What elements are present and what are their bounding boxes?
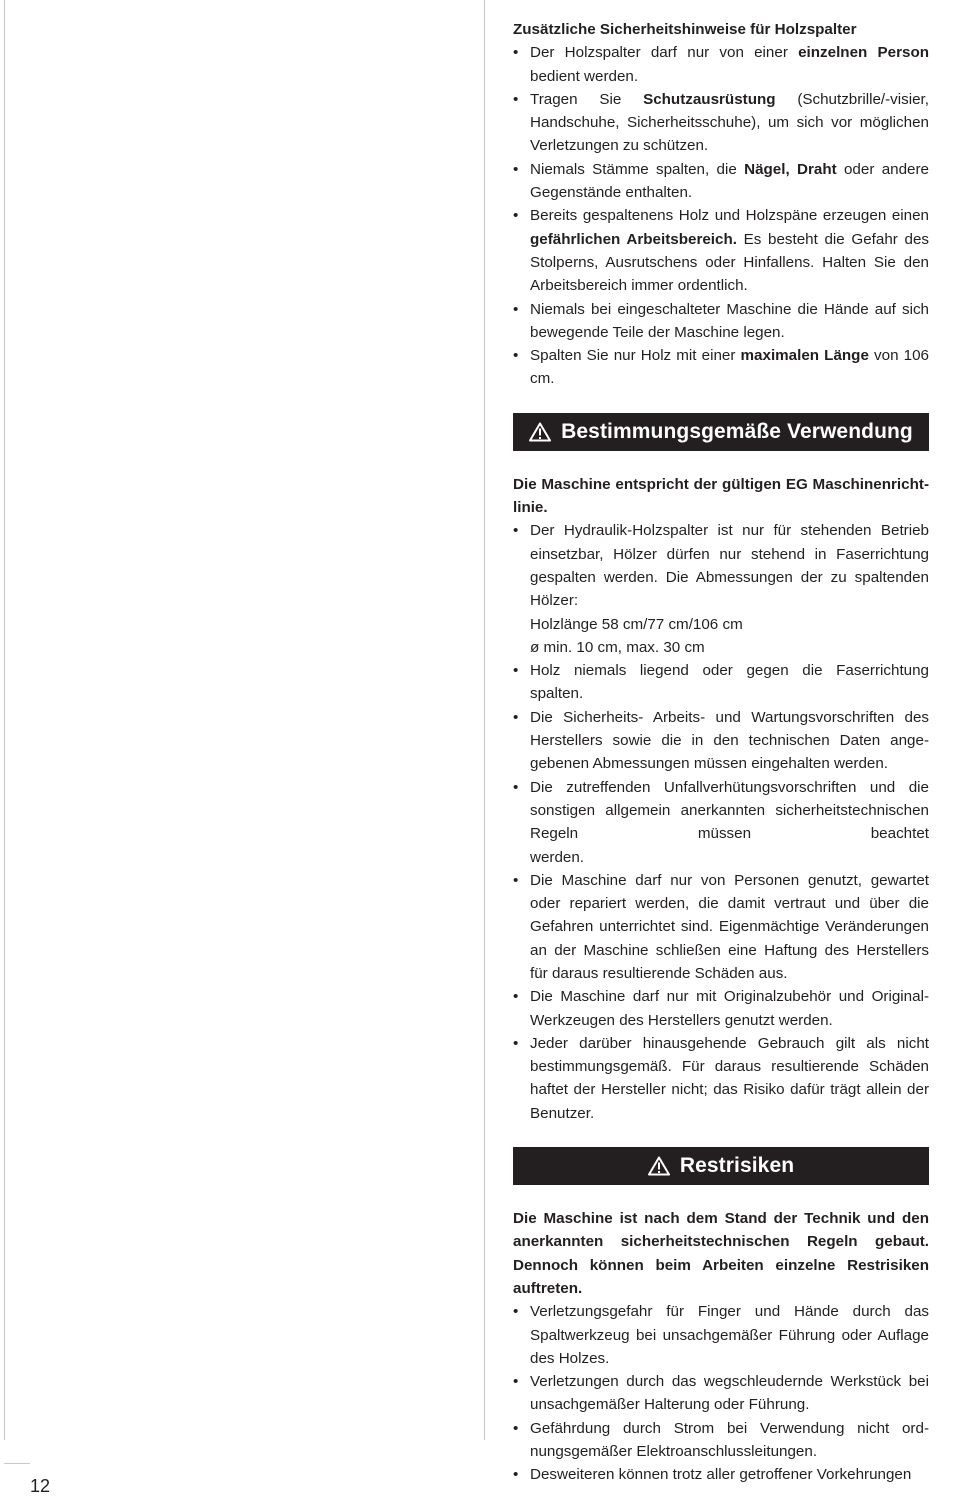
bullet-icon: • <box>513 207 519 225</box>
center-frame-line <box>484 0 485 1440</box>
wood-diameter-spec: ø min. 10 cm, max. 30 cm <box>530 638 705 656</box>
bullet-icon: • <box>513 1373 519 1391</box>
list-item: • Tragen Sie Schutzausrüstung (Schutzbrille/-visier, Handschuhe, Sicherheitsschuhe), um sich vor möglichen Verletzungen zu schützen. <box>513 88 929 158</box>
bullet-icon: • <box>513 300 519 318</box>
list-item: • Jeder darüber hinausgehende Gebrauch gilt als nicht bestimmungsgemäß. Für daraus resultierende Schäden haftet der Hersteller nicht; das Risiko dafür trägt allein der Benutzer. <box>513 1032 929 1125</box>
bullet-icon: • <box>513 44 519 62</box>
banner-title: Restrisiken <box>679 1154 795 1178</box>
section-heading-safety: Zusätzliche Sicherheitshinweise für Holzspalter <box>513 21 857 38</box>
bottom-frame-line <box>4 1463 30 1464</box>
bullet-icon: • <box>513 90 519 108</box>
bullet-icon: • <box>513 871 519 889</box>
bullet-icon: • <box>513 988 519 1006</box>
bullet-icon: • <box>513 522 519 540</box>
list-item: • Desweiteren können trotz aller getroffener Vorkehrungen <box>513 1463 929 1486</box>
list-item: • Die Maschine darf nur mit Originalzubehör und Original-Werkzeugen des Herstellers genutzt werden. <box>513 985 929 1032</box>
list-item: • Die Sicherheits- Arbeits- und Wartungsvorschriften des Herstellers sowie die in den technischen Daten angegebenen Abmessungen müssen eingehalten werden. <box>513 706 929 776</box>
list-item: • Der Holzspalter darf nur von einer einzelnen Person bedient werden. <box>513 41 929 88</box>
list-item: • Die zutreffenden Unfallverhütungsvorschriften und die sonstigen allgemein anerkannten sicherheitstechnischen Regeln müssen beachtet werden. <box>513 776 929 869</box>
intended-use-intro: Die Maschine entspricht der gültigen EG Maschinenrichtlinie. <box>513 475 929 517</box>
bullet-icon: • <box>513 778 519 796</box>
bullet-icon: • <box>513 708 519 726</box>
banner-title: Bestimmungsgemäße Verwendung <box>561 419 913 443</box>
list-item: • Niemals bei eingeschalteter Maschine die Hände auf sich bewegende Teile der Maschine legen. <box>513 298 929 345</box>
warning-triangle-icon <box>648 1156 670 1176</box>
text-column <box>513 18 929 1487</box>
list-item: • Verletzungsgefahr für Finger und Hände durch das Spaltwerkzeug bei unsachgemäßer Führung oder Auflage des Holzes. <box>513 1300 929 1370</box>
list-item: • Bereits gespaltenens Holz und Holzspäne erzeugen einen gefährlichen Arbeitsbereich. Es besteht die Gefahr des Stolperns, Ausrutschens oder Hinfallens. Halten Sie den Arbeitsbereich immer ordentlich. <box>513 204 929 297</box>
bullet-icon: • <box>513 1466 519 1484</box>
residual-risks-list <box>513 1300 929 1486</box>
list-item: • Der Hydraulik-Holzspalter ist nur für stehenden Betrieb einsetzbar, Hölzer dürfen nur stehend in Faserrichtung gespalten werden. Die Abmessungen der zu spaltenden Hölzer: Holzlänge 58 cm/77 cm/106 cm ø min. 10 cm, max. 30 cm <box>513 519 929 659</box>
list-item: • Holz niemals liegend oder gegen die Faserrichtung spalten. <box>513 659 929 706</box>
warning-triangle-icon <box>529 422 551 442</box>
residual-risks-intro: Die Maschine ist nach dem Stand der Technik und den anerkannten sicherheitstechnischen Regeln gebaut. Dennoch können beim Arbeiten einzelne Restrisiken auftreten. <box>513 1210 929 1297</box>
list-item: • Niemals Stämme spalten, die Nägel, Draht oder andere Gegenstände enthalten. <box>513 158 929 205</box>
list-item: • Spalten Sie nur Holz mit einer maximalen Länge von 106 cm. <box>513 344 929 391</box>
bullet-icon: • <box>513 1034 519 1052</box>
bullet-icon: • <box>513 347 519 365</box>
wood-length-spec: Holzlänge 58 cm/77 cm/106 cm <box>530 615 743 633</box>
banner-intended-use <box>513 413 929 451</box>
bullet-icon: • <box>513 1303 519 1321</box>
bullet-icon: • <box>513 662 519 680</box>
list-item: • Die Maschine darf nur von Personen genutzt, gewartet oder repariert werden, die damit vertraut und über die Gefahren unterrichtet sind. Eigenmächtige Veränderungen an der Maschine schließen eine Haftung des Herstellers für daraus resultierende Schäden aus. <box>513 869 929 985</box>
list-item: • Gefährdung durch Strom bei Verwendung nicht ordnungsgemäßer Elektroanschlussleitungen. <box>513 1417 929 1464</box>
intended-use-list <box>513 519 929 1125</box>
list-item: • Verletzungen durch das wegschleudernde Werkstück bei unsachgemäßer Halterung oder Führung. <box>513 1370 929 1417</box>
bullet-icon: • <box>513 160 519 178</box>
page-number: 12 <box>30 1476 51 1496</box>
banner-residual-risks <box>513 1147 929 1185</box>
bullet-icon: • <box>513 1419 519 1437</box>
left-frame-line <box>4 0 5 1440</box>
safety-list <box>513 41 929 390</box>
